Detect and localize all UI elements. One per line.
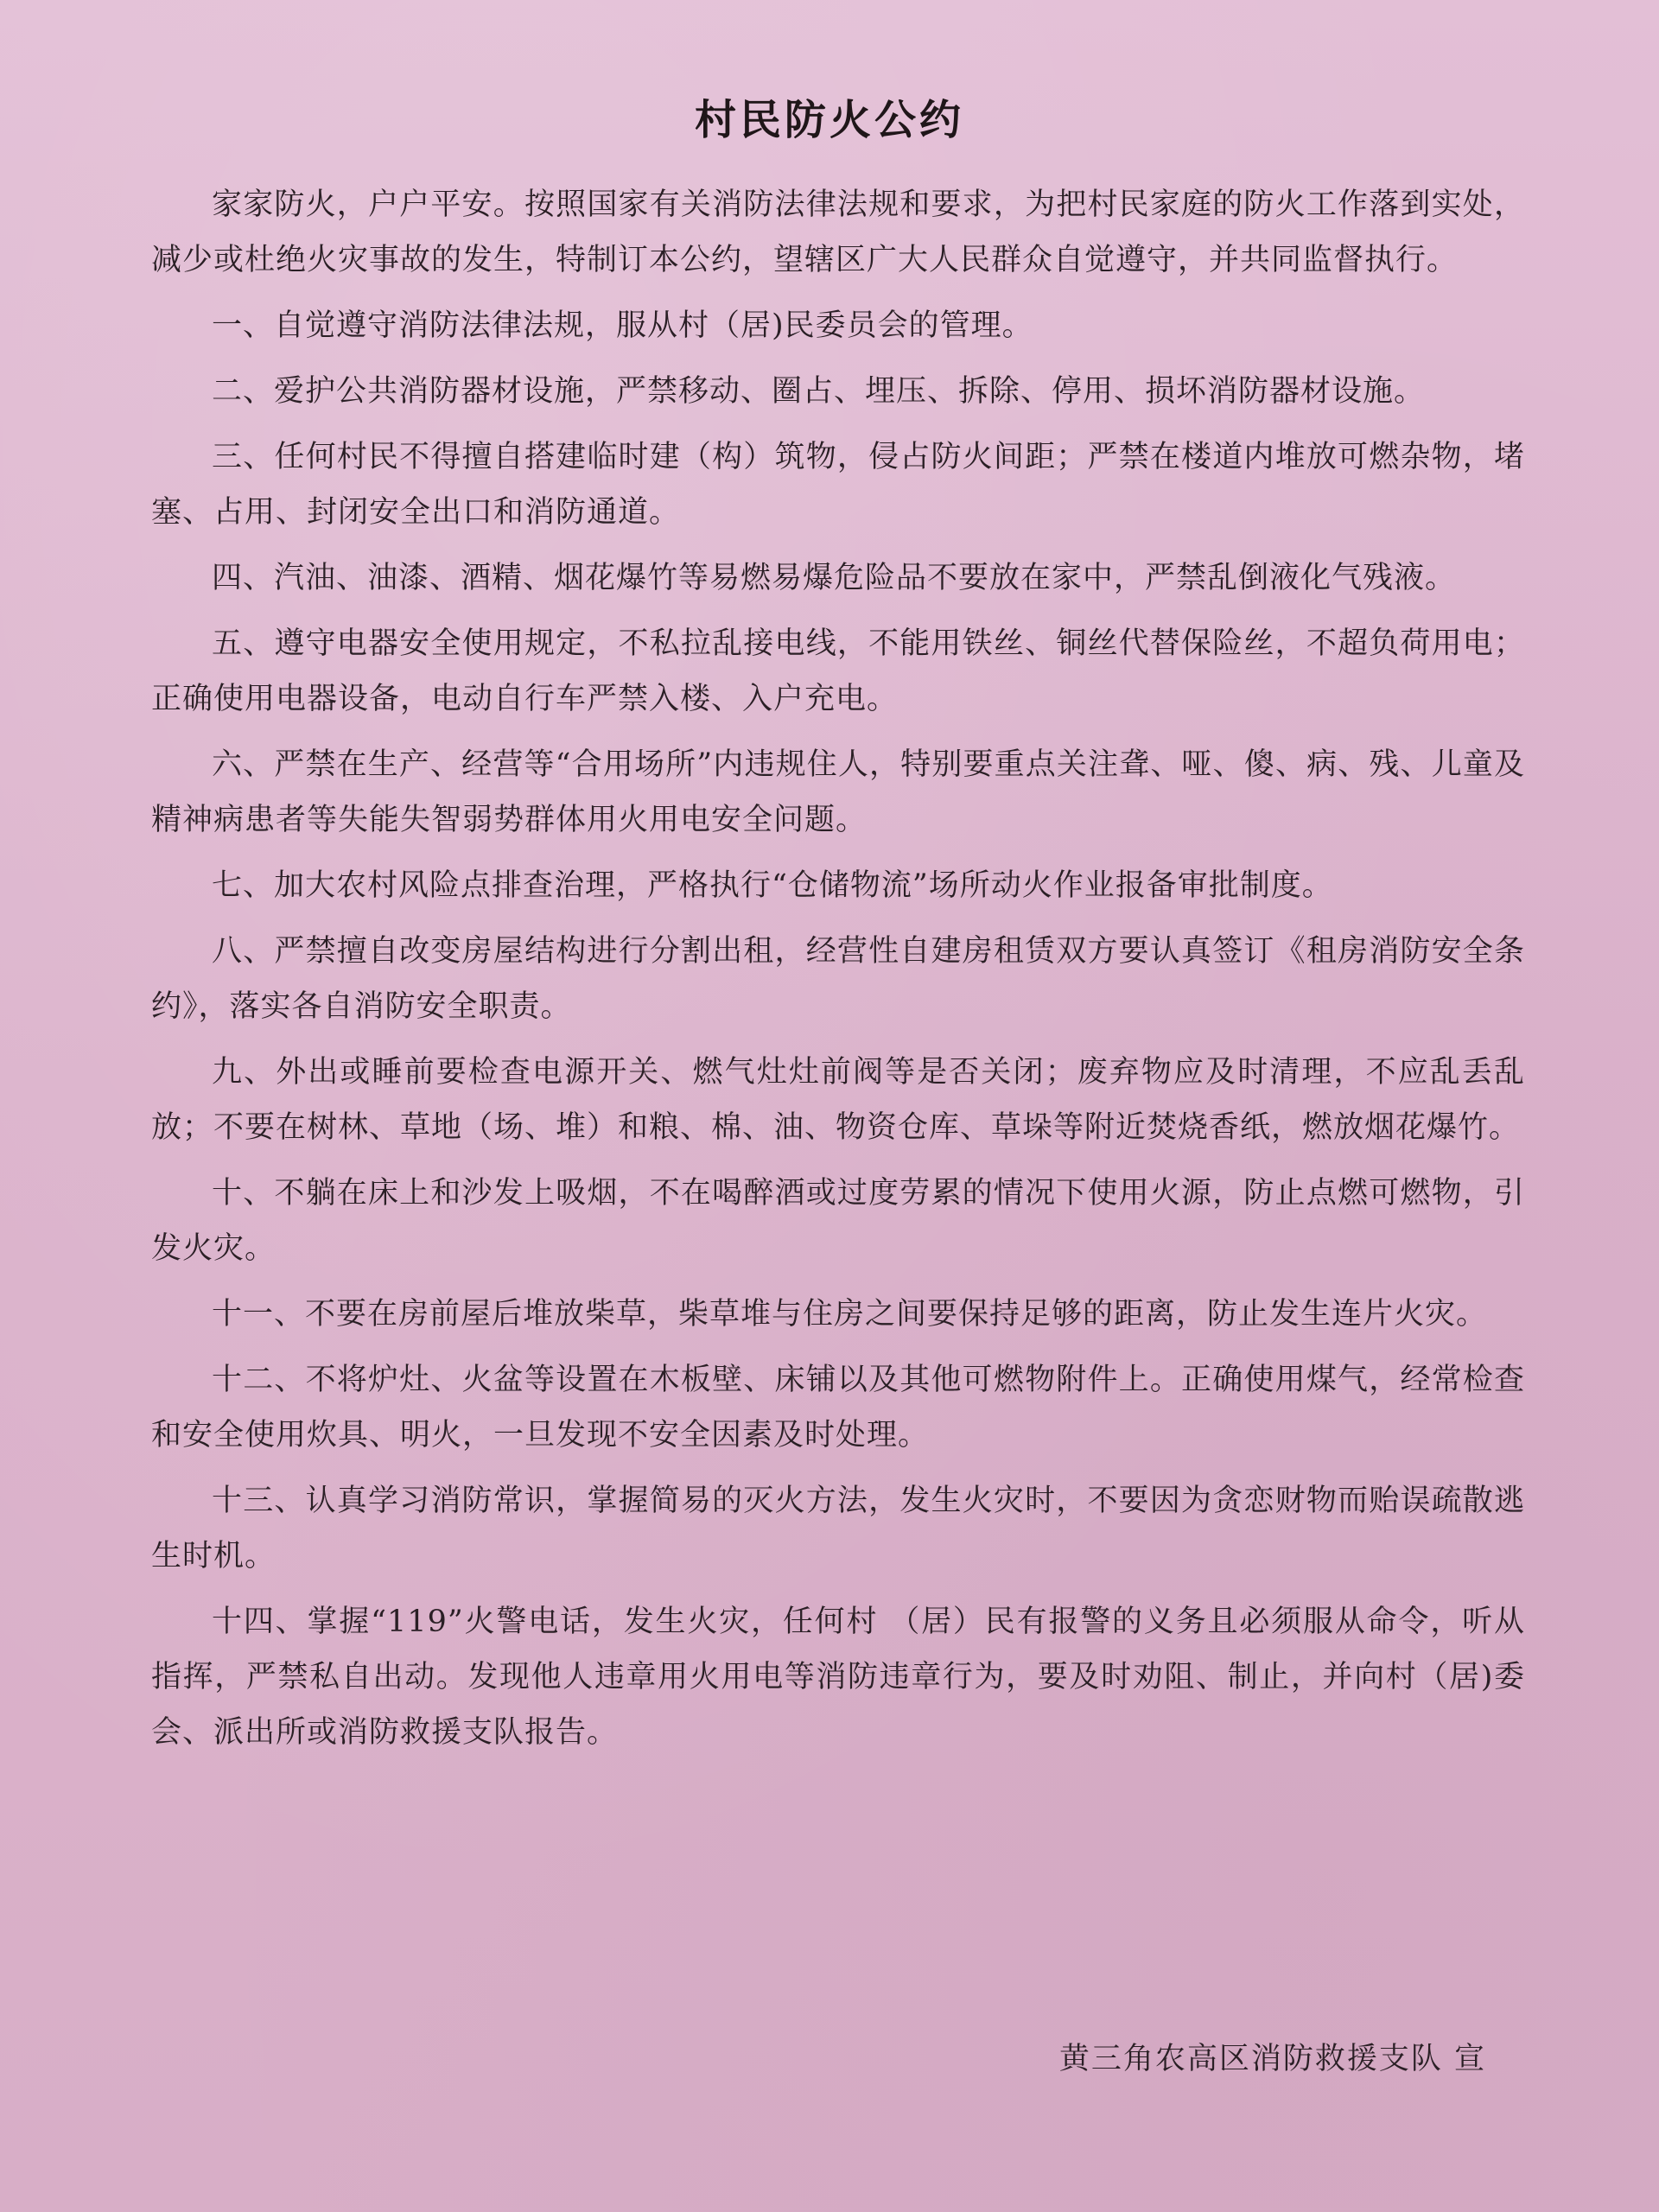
article-3: 三、任何村民不得擅自搭建临时建（构）筑物，侵占防火间距；严禁在楼道内堆放可燃杂物，堵塞、占用、封闭安全出口和消防通道。 (151, 440, 1525, 530)
article-6: 六、严禁在生产、经营等“合用场所”内违规住人，特别要重点关注聋、哑、傻、病、残、儿童及精神病患者等失能失智弱势群体用火用电安全问题。 (151, 747, 1525, 837)
article-8: 八、严禁擅自改变房屋结构进行分割出租，经营性自建房租赁双方要认真签订《租房消防安全条约》，落实各自消防安全职责。 (151, 934, 1525, 1024)
article-2: 二、爱护公共消防器材设施，严禁移动、圈占、埋压、拆除、停用、损坏消防器材设施。 (212, 374, 1426, 409)
article-11: 十一、不要在房前屋后堆放柴草，柴草堆与住房之间要保持足够的距离，防止发生连片火灾。 (212, 1297, 1488, 1332)
document-body (151, 177, 1525, 1770)
document-title: 村民防火公约 (694, 96, 964, 144)
article-14: 十四、掌握“119”火警电话，发生火灾，任何村 （居）民有报警的义务且必须服从命令，听从指挥，严禁私自出动。发现他人违章用火用电等消防违章行为，要及时劝阻、制止，并向村（居)委会、派出所或消防救援支队报告。 (151, 1605, 1525, 1750)
article-12: 十二、不将炉灶、火盆等设置在木板壁、床铺以及其他可燃物附件上。正确使用煤气，经常检查和安全使用炊具、明火，一旦发现不安全因素及时处理。 (151, 1363, 1525, 1452)
article-1: 一、自觉遵守消防法律法规，服从村（居)民委员会的管理。 (212, 308, 1033, 343)
intro-paragraph: 家家防火，户户平安。按照国家有关消防法律法规和要求，为把村民家庭的防火工作落到实处，减少或杜绝火灾事故的发生，特制订本公约，望辖区广大人民群众自觉遵守，并共同监督执行。 (151, 188, 1525, 277)
article-4: 四、汽油、油漆、酒精、烟花爆竹等易燃易爆危险品不要放在家中，严禁乱倒液化气残液。 (212, 561, 1457, 595)
issuer-signature: 黄三角农高区消防救援支队 宣 (1058, 2042, 1486, 2076)
article-5: 五、遵守电器安全使用规定，不私拉乱接电线，不能用铁丝、铜丝代替保险丝，不超负荷用电；正确使用电器设备，电动自行车严禁入楼、入户充电。 (151, 626, 1525, 716)
article-9: 九、外出或睡前要检查电源开关、燃气灶灶前阀等是否关闭；废弃物应及时清理，不应乱丢乱放；不要在树林、草地（场、堆）和粮、棉、油、物资仓库、草垛等附近焚烧香纸，燃放烟花爆竹。 (151, 1055, 1525, 1145)
article-7: 七、加大农村风险点排查治理，严格执行“仓储物流”场所动火作业报备审批制度。 (212, 868, 1333, 903)
article-13: 十三、认真学习消防常识，掌握简易的灭火方法，发生火灾时，不要因为贪恋财物而贻误疏散逃生时机。 (151, 1484, 1525, 1573)
article-10: 十、不躺在床上和沙发上吸烟，不在喝醉酒或过度劳累的情况下使用火源，防止点燃可燃物，引发火灾。 (151, 1176, 1525, 1266)
